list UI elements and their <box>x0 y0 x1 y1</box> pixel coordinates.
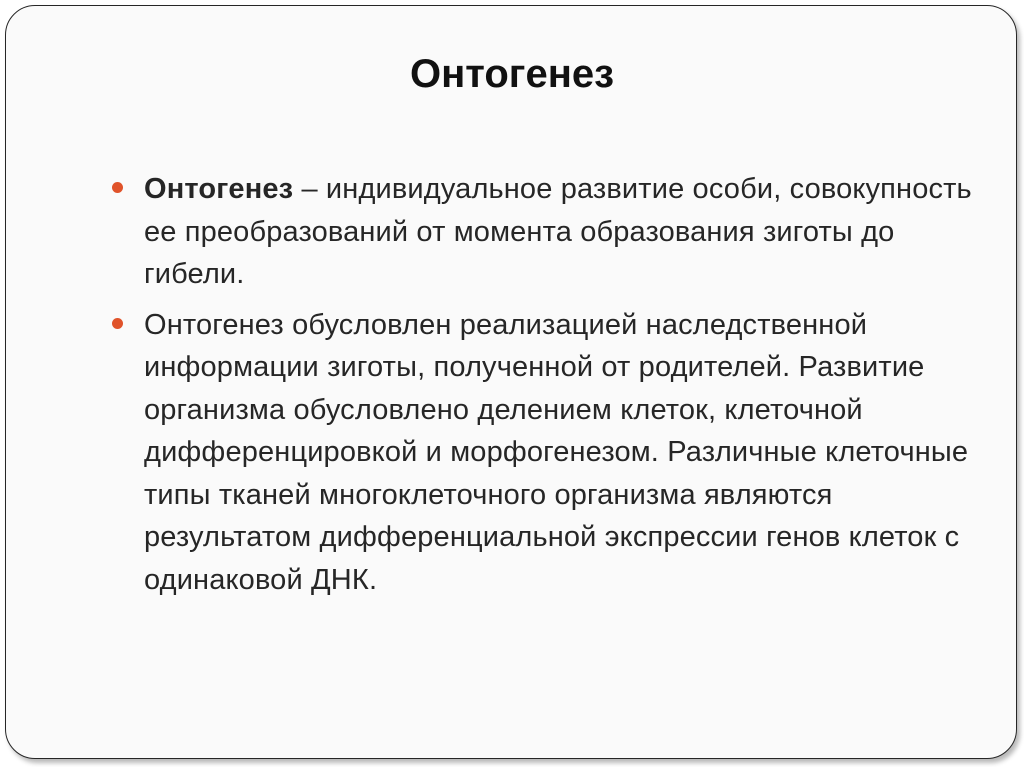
bullet-item-explanation <box>112 304 972 602</box>
bullet-dot-icon <box>112 182 123 193</box>
bullet-item-definition <box>112 168 972 296</box>
bullet-text: – индивидуальное развитие особи, совокупность ее преобразований от момента образования зиготы до гибели. <box>144 173 972 290</box>
slide-title: Онтогенез <box>410 52 614 96</box>
bullet-term: Онтогенез <box>144 173 294 205</box>
bullet-text: Онтогенез обусловлен реализацией наследственной информации зиготы, полученной от родителей. Развитие организма обусловлено делением клеток, клеточной дифференцировкой и морфогенезом. Различные клеточные типы тканей многоклеточного организма являются результатом дифференциальной экспрессии генов клеток с одинаковой ДНК. <box>144 308 969 596</box>
bullet-dot-icon <box>112 318 123 329</box>
bullet-list <box>112 168 972 601</box>
